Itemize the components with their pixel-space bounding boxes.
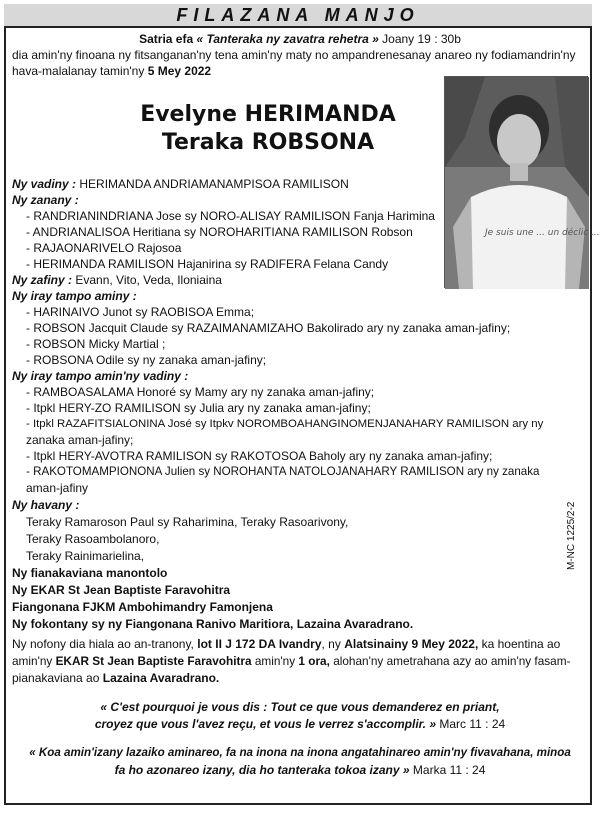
vadiny-label: Ny vadiny : (12, 177, 77, 191)
tampo-vadiny-item: - Itpkl HERY-ZO RAMILISON sy Julia ary ny zanaka aman-jafiny; (26, 401, 371, 415)
tampo-vadiny-item: aman-jafiny (26, 481, 89, 495)
funeral-text: , ny (321, 637, 341, 651)
funeral-hour: 1 ora, (298, 654, 330, 668)
zanany-item: - RANDRIANINDRIANA Jose sy NORO-ALISAY RAMILISON Fanja Harimina (26, 209, 435, 223)
funeral-place: Lazaina Avaradrano. (102, 671, 220, 685)
havany-item: Teraky Rasoambolanoro, (26, 532, 160, 546)
havany-item: Teraky Ramaroson Paul sy Raharimina, Teraky Rasoarivony, (26, 515, 349, 529)
intro-line-3-text: hava-malalanay tamin'ny (12, 64, 145, 78)
quote-fr-ref: Marc 11 : 24 (439, 717, 506, 731)
extra-line: Ny fianakaviana manontolo (12, 566, 168, 580)
zafiny-label: Ny zafiny : (12, 273, 73, 287)
havany-label: Ny havany : (12, 498, 80, 512)
intro-satria: Satria efa (139, 32, 194, 46)
tampo-vadiny-item: zanaka aman-jafiny; (26, 433, 134, 447)
notice-banner: FILAZANA MANJO (4, 4, 592, 28)
extra-line: Ny EKAR St Jean Baptiste Faravohitra (12, 583, 231, 597)
funeral-line-2 (12, 653, 571, 669)
vadiny-row (12, 176, 349, 192)
intro-line-2: dia amin'ny finoana ny fitsanganan'ny tena amin'ny maty no ampandrenesanay anareo ny fodiamandrin'ny (12, 48, 576, 62)
tampo-item: - ROBSON Micky Martial ; (26, 337, 166, 351)
intro-verse: Joany 19 : 30b (382, 32, 461, 46)
vadiny-value: HERIMANDA ANDRIAMANAMPISOA RAMILISON (79, 177, 349, 191)
funeral-text: Ny nofony dia hiala ao an-tranony, (12, 637, 194, 651)
quote-fr-line-1: « C'est pourquoi je vous dis : Tout ce que vous demanderez en priant, (100, 700, 500, 714)
funeral-address: lot II J 172 DA Ivandry (197, 637, 322, 651)
quote-mg-ref: Marka 11 : 24 (412, 763, 486, 777)
funeral-text: amin'ny (254, 654, 296, 668)
havany-item: Teraky Rainimarielina, (26, 549, 145, 563)
funeral-day: Alatsinainy 9 Mey 2022, (344, 637, 479, 651)
tampo-item: - ROBSON Jacquit Claude sy RAZAIMANAMIZAHO Bakolirado ary ny zanaka aman-jafiny; (26, 321, 511, 335)
intro-quote: « Tanteraka ny zavatra rehetra » (196, 32, 379, 46)
funeral-text: pianakaviana ao (12, 671, 100, 685)
zanany-label: Ny zanany : (12, 193, 79, 207)
portrait-image (445, 77, 600, 289)
quote-fr-text: croyez que vous l'avez reçu, et vous le verrez s'accomplir. » (94, 717, 437, 731)
tampo-vadiny-item: - RAKOTOMAMPIONONA Julien sy NOROHANTA NATOLOJANAHARY RAMILISON ary ny zanaka (26, 465, 540, 478)
death-date: 5 Mey 2022 (147, 64, 212, 78)
zanany-item: - RAJAONARIVELO Rajosoa (26, 241, 182, 255)
tampo-vadiny-item: - Itpkl HERY-AVOTRA RAMILISON sy RAKOTOSOA Baholy ary ny zanaka aman-jafiny; (26, 449, 493, 463)
funeral-text: ka hoentina ao (481, 637, 561, 651)
funeral-text: amin'ny (12, 654, 53, 668)
intro-line-1 (0, 31, 600, 47)
deceased-maiden-name: Teraka ROBSONA (161, 130, 375, 155)
zafiny-row (12, 272, 222, 288)
funeral-line-1 (12, 636, 560, 652)
tampo-label: Ny iray tampo aminy : (12, 289, 137, 303)
zanany-item: - HERIMANDA RAMILISON Hajanirina sy RADIFERA Felana Candy (26, 257, 389, 271)
shirt-text: Je suis une ... un déclic ... (485, 228, 600, 238)
quote-fr-line-2 (0, 716, 600, 732)
deceased-name: Evelyne HERIMANDA (140, 102, 396, 127)
extra-line: Ny fokontany sy ny Fiangonana Ranivo Maritiora, Lazaina Avaradrano. (12, 617, 414, 631)
tampo-vadiny-label: Ny iray tampo amin'ny vadiny : (12, 369, 189, 383)
quote-mg-line-2 (0, 762, 600, 778)
tampo-item: - HARINAIVO Junot sy RAOBISOA Emma; (26, 305, 255, 319)
quote-mg-line-1: « Koa amin'izany lazaiko aminareo, fa na inona na inona angatahinareo amin'ny fivavahana, minoa (29, 746, 571, 759)
reference-code: M-NC 1225/2-2 (566, 501, 577, 570)
zanany-item: - ANDRIANALISOA Heritiana sy NOROHARITIANA RAMILISON Robson (26, 225, 413, 239)
tampo-item: - ROBSONA Odile sy ny zanaka aman-jafiny; (26, 353, 267, 367)
extra-line: Fiangonana FJKM Ambohimandry Famonjena (12, 600, 273, 614)
funeral-church: EKAR St Jean Baptiste Faravohitra (55, 654, 252, 668)
tampo-vadiny-item: - RAMBOASALAMA Honoré sy Mamy ary ny zanaka aman-jafiny; (26, 385, 375, 399)
funeral-line-3 (12, 670, 219, 686)
deceased-photo (444, 76, 600, 288)
intro-line-3 (12, 63, 211, 79)
zafiny-value: Evann, Vito, Veda, Iloniaina (75, 273, 222, 287)
funeral-text: alohan'ny ametrahana azy ao amin'ny fasam- (333, 654, 571, 668)
quote-mg-text: fa ho azonareo izany, dia ho tanteraka tokoa izany » (114, 763, 410, 777)
tampo-vadiny-item: - Itpkl RAZAFITSIALONINA José sy Itpkv NOROMBOAHANGINOMENJANAHARY RAMILISON ary ny (26, 418, 544, 430)
